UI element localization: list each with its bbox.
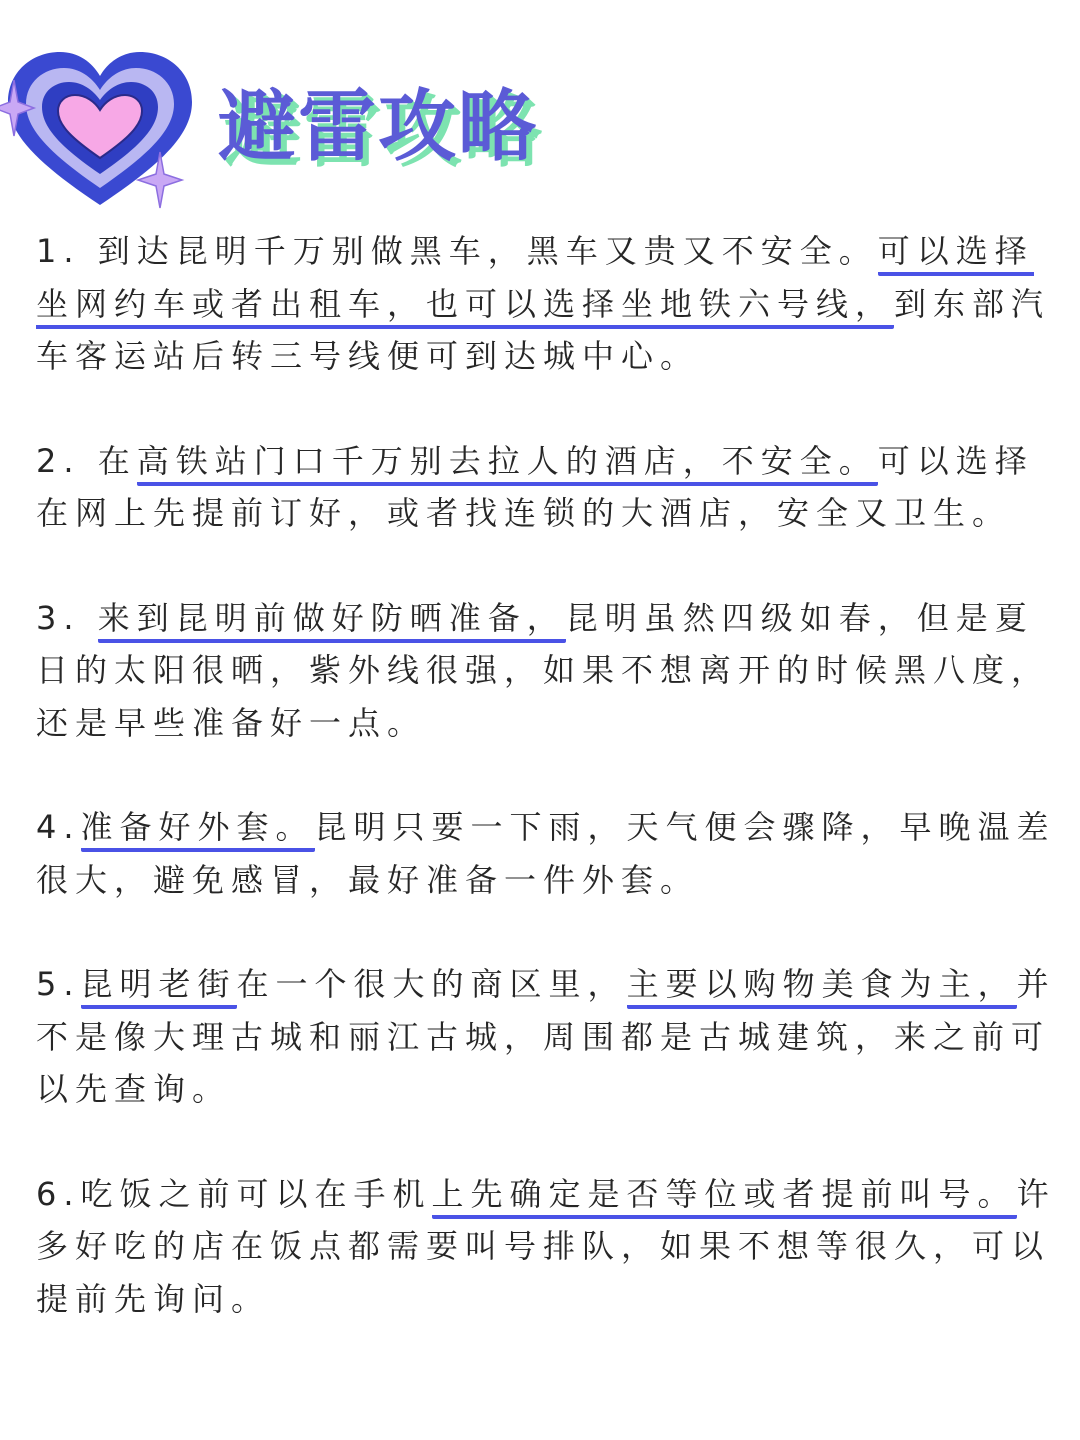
tip-4-suffix: 昆明只要一下雨，天气便会骤降，早晚温差很大，避免感冒，最好准备一件外套。 — [36, 808, 1056, 899]
tip-3-suffix: 昆明虽然四级如春，但是夏日的太阳很晒，紫外线很强，如果不想离开的时候黑八度，还是早些准备好一点。 — [36, 598, 1051, 742]
tip-5-highlight: 昆明老街 — [81, 965, 237, 1009]
tip-6-suffix: 许多好吃的店在饭点都需要叫号排队，如果不想等很久，可以提前先询问。 — [36, 1174, 1056, 1318]
tip-3-prefix: 3. — [36, 598, 98, 637]
tip-5-suffix: 并不是像大理古城和丽江古城，周围都是古城建筑，来之前可以先查询。 — [36, 965, 1056, 1108]
tip-5-middle: 在一个很大的商区里， — [236, 965, 627, 1003]
tip-1-highlight: 可以选择坐网约车或者出租车，也可以选择坐地铁六号线， — [36, 232, 1034, 329]
tip-4-highlight: 准备好外套。 — [81, 808, 315, 852]
tip-4 — [36, 801, 1056, 906]
tip-1 — [36, 225, 1056, 383]
heart-sparkle-icon — [0, 40, 200, 220]
tip-3-highlight: 来到昆明前做好防晒准备， — [98, 599, 566, 643]
tip-2-suffix: 可以选择在网上先提前订好，或者找连锁的大酒店，安全又卫生。 — [36, 441, 1034, 532]
tip-3 — [36, 592, 1056, 750]
tip-5-highlight-2: 主要以购物美食为主， — [627, 965, 1017, 1009]
tip-2 — [36, 435, 1056, 540]
tip-6-prefix: 6.吃饭之前可以在手机 — [36, 1174, 432, 1213]
header — [0, 30, 1080, 210]
tip-2-prefix: 2. 在 — [36, 441, 137, 480]
tip-6 — [36, 1168, 1056, 1326]
tip-1-prefix: 1. 到达昆明千万别做黑车，黑车又贵又不安全。 — [36, 232, 878, 270]
tip-5-prefix: 5. — [36, 965, 81, 1003]
tip-1-suffix: 到东部汽车客运站后转三号线便可到达城中心。 — [36, 284, 1051, 375]
tip-2-highlight: 高铁站门口千万别去拉人的酒店，不安全。 — [137, 442, 878, 486]
tip-6-highlight: 上先确定是否等位或者提前叫号。 — [432, 1175, 1017, 1219]
page-title: 避雷攻略 — [218, 82, 539, 172]
tips-list — [36, 225, 1056, 1325]
tip-4-prefix: 4. — [36, 808, 81, 846]
tip-5 — [36, 958, 1056, 1116]
